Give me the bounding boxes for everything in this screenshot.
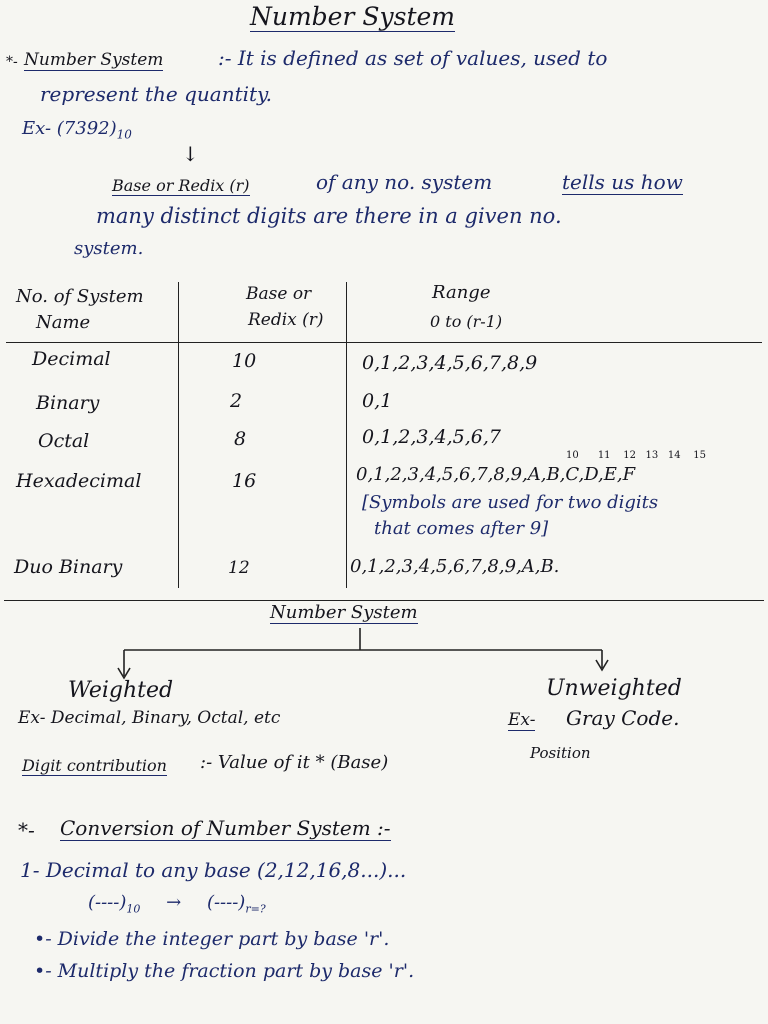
row-binary-base: 2 [230,390,243,412]
hex-sup-12: 12 [623,450,636,461]
digit-contribution-rest: :- Value of it * (Base) [200,752,389,773]
page-title: Number System [250,2,456,31]
conversion-bullet1: •- Divide the integer part by base 'r'. [34,928,390,950]
digit-contribution-term: Digit contribution [22,756,167,775]
definition-marker: *- [6,54,18,70]
row-decimal-name: Decimal [32,348,111,370]
down-arrow-icon: ↓ [182,142,199,166]
tree-right-label: Unweighted [546,676,682,701]
table-divider-1 [178,282,179,588]
tree-root: Number System [270,602,418,623]
hex-superscripts [566,450,706,461]
row-octal-range: 0,1,2,3,4,5,6,7 [362,426,501,448]
row-binary-name: Binary [36,392,100,414]
conversion-bullet2: •- Multiply the fraction part by base 'r'. [34,960,415,982]
conversion-item1: 1- Decimal to any base (2,12,16,8...)... [20,858,407,882]
formula-right-sub: r=? [245,902,266,916]
formula-arrow-icon: → [166,892,182,913]
tree-branch-lines [110,628,620,688]
header-range-line2: 0 to (r-1) [430,312,503,331]
definition-line1: :- It is defined as set of values, used to [218,46,608,70]
row-duo-base: 12 [228,558,250,578]
header-base-line2: Redix (r) [248,310,324,330]
header-name-line1: No. of System [16,286,144,307]
hex-sup-14: 14 [667,450,681,461]
hex-note-line1: [Symbols are used for two digits [362,492,659,513]
base-line-part1: of any no. system [316,170,493,194]
row-binary-range: 0,1 [362,390,393,412]
hex-note-line2: that comes after 9] [374,518,549,539]
hex-sup-15: 15 [693,450,707,461]
formula-right: (----) [206,892,246,913]
row-hex-range: 0,1,2,3,4,5,6,7,8,9,A,B,C,D,E,F [356,464,636,485]
definition-line2: represent the quantity. [40,82,273,106]
formula-left: (----) [88,892,127,913]
hex-sup-10: 10 [566,450,579,461]
header-name-line2: Name [36,312,91,333]
definition-example [22,118,132,142]
example-text: Ex- (7392) [22,118,117,139]
base-term: Base or Redix (r) [112,176,250,195]
tree-right-example-label: Ex- [508,710,536,730]
row-duo-range: 0,1,2,3,4,5,6,7,8,9,A,B. [350,556,560,577]
conversion-heading: Conversion of Number System :- [60,816,391,840]
hex-sup-13: 13 [645,450,659,461]
row-decimal-range: 0,1,2,3,4,5,6,7,8,9 [362,352,538,374]
conversion-formula [88,892,266,916]
base-line-part2: tells us how [562,170,683,194]
table-header-rule [6,342,762,343]
definition-line5: system. [74,238,144,259]
formula-left-sub: 10 [126,902,141,916]
row-duo-name: Duo Binary [14,556,123,578]
row-octal-base: 8 [234,428,247,450]
row-hex-base: 16 [232,470,257,492]
row-octal-name: Octal [38,430,90,452]
row-hex-name: Hexadecimal [16,470,142,492]
digit-contribution-sup: Position [530,744,591,762]
hex-sup-11: 11 [597,450,611,461]
section-divider [4,600,764,601]
definition-term: Number System [24,50,164,70]
table-divider-2 [346,282,347,588]
conversion-marker: *- [18,818,35,842]
tree-left-label: Weighted [68,678,174,703]
row-decimal-base: 10 [232,350,257,372]
definition-line4: many distinct digits are there in a given no. [96,204,562,228]
tree-right-example: Gray Code. [566,706,680,730]
header-range-line1: Range [432,282,491,303]
header-base-line1: Base or [246,284,312,304]
tree-left-example: Ex- Decimal, Binary, Octal, etc [18,708,281,728]
example-subscript: 10 [116,127,132,142]
